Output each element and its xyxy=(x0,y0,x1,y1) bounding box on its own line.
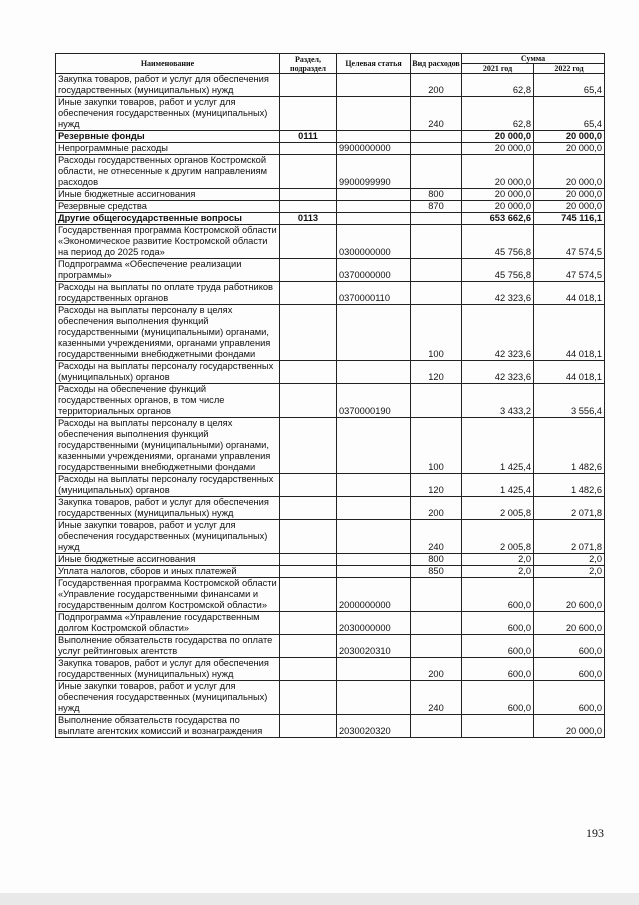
header-year-2021: 2021 год xyxy=(462,64,534,74)
row-expense-type: 200 xyxy=(411,74,462,97)
row-sum-2022: 2,0 xyxy=(534,566,605,578)
row-name: Другие общегосударственные вопросы xyxy=(56,213,280,225)
row-sum-2022: 20 000,0 xyxy=(534,189,605,201)
row-sum-2022: 20 000,0 xyxy=(534,131,605,143)
row-sum-2022: 20 600,0 xyxy=(534,612,605,635)
row-target-article xyxy=(337,131,411,143)
row-sum-2021: 600,0 xyxy=(462,578,534,612)
row-sum-2021: 20 000,0 xyxy=(462,155,534,189)
row-target-article: 9900099990 xyxy=(337,155,411,189)
row-target-article: 9900000000 xyxy=(337,143,411,155)
budget-table xyxy=(55,53,605,738)
row-target-article: 0370000000 xyxy=(337,259,411,282)
row-razdel xyxy=(280,418,337,474)
row-razdel xyxy=(280,225,337,259)
row-expense-type xyxy=(411,213,462,225)
table-row xyxy=(56,658,605,681)
table-row xyxy=(56,155,605,189)
row-expense-type xyxy=(411,715,462,738)
table-row xyxy=(56,213,605,225)
row-name: Подпрограмма «Обеспечение реализации программы» xyxy=(56,259,280,282)
table-row xyxy=(56,225,605,259)
row-razdel xyxy=(280,578,337,612)
row-expense-type xyxy=(411,131,462,143)
table-row xyxy=(56,681,605,715)
row-sum-2021 xyxy=(462,715,534,738)
table-row xyxy=(56,201,605,213)
table-body xyxy=(56,74,605,738)
row-sum-2022: 2 071,8 xyxy=(534,497,605,520)
table-row xyxy=(56,554,605,566)
row-sum-2021: 2 005,8 xyxy=(462,520,534,554)
row-name: Расходы на обеспечение функций государственных органов, в том числе территориальных органов xyxy=(56,384,280,418)
row-expense-type: 850 xyxy=(411,566,462,578)
row-target-article xyxy=(337,97,411,131)
row-expense-type xyxy=(411,635,462,658)
row-expense-type xyxy=(411,384,462,418)
row-sum-2021: 45 756,8 xyxy=(462,259,534,282)
row-target-article xyxy=(337,566,411,578)
row-target-article: 2030020310 xyxy=(337,635,411,658)
row-name: Закупка товаров, работ и услуг для обеспечения государственных (муниципальных) нужд xyxy=(56,497,280,520)
row-expense-type: 200 xyxy=(411,658,462,681)
row-target-article xyxy=(337,681,411,715)
row-razdel xyxy=(280,566,337,578)
row-expense-type xyxy=(411,578,462,612)
table-row xyxy=(56,566,605,578)
row-name: Закупка товаров, работ и услуг для обеспечения государственных (муниципальных) нужд xyxy=(56,658,280,681)
table-row xyxy=(56,143,605,155)
row-expense-type xyxy=(411,259,462,282)
header-sum: Сумма xyxy=(462,54,605,64)
row-name: Расходы на выплаты персоналу в целях обеспечения выполнения функций государственными (муниципальными) органами, казенными учреждениями, органами управления государственными внебюджетными фондами xyxy=(56,305,280,361)
row-expense-type: 200 xyxy=(411,497,462,520)
row-target-article xyxy=(337,305,411,361)
row-target-article xyxy=(337,497,411,520)
table-row xyxy=(56,612,605,635)
row-razdel xyxy=(280,681,337,715)
row-razdel xyxy=(280,658,337,681)
row-sum-2021: 653 662,6 xyxy=(462,213,534,225)
table-row xyxy=(56,282,605,305)
row-name: Государственная программа Костромской области «Управление государственными финансами и государственным долгом Костромской области» xyxy=(56,578,280,612)
row-sum-2022: 745 116,1 xyxy=(534,213,605,225)
row-razdel xyxy=(280,497,337,520)
row-name: Иные бюджетные ассигнования xyxy=(56,554,280,566)
row-razdel xyxy=(280,612,337,635)
row-expense-type: 120 xyxy=(411,361,462,384)
row-sum-2022: 47 574,5 xyxy=(534,259,605,282)
row-target-article: 0370000190 xyxy=(337,384,411,418)
row-target-article: 2030020320 xyxy=(337,715,411,738)
row-target-article xyxy=(337,201,411,213)
row-sum-2021: 600,0 xyxy=(462,612,534,635)
row-expense-type: 240 xyxy=(411,97,462,131)
table-row xyxy=(56,361,605,384)
header-razdel: Раздел, подраздел xyxy=(280,54,337,74)
row-target-article xyxy=(337,361,411,384)
row-sum-2022: 1 482,6 xyxy=(534,474,605,497)
row-name: Выполнение обязательств государства по оплате услуг рейтинговых агентств xyxy=(56,635,280,658)
row-razdel xyxy=(280,474,337,497)
row-expense-type: 800 xyxy=(411,554,462,566)
row-name: Расходы на выплаты персоналу государственных (муниципальных) органов xyxy=(56,474,280,497)
row-razdel xyxy=(280,715,337,738)
table-header xyxy=(56,54,605,74)
row-sum-2022: 20 000,0 xyxy=(534,715,605,738)
row-razdel: 0111 xyxy=(280,131,337,143)
row-expense-type xyxy=(411,612,462,635)
row-sum-2021: 62,8 xyxy=(462,74,534,97)
row-sum-2022: 44 018,1 xyxy=(534,305,605,361)
row-sum-2022: 20 600,0 xyxy=(534,578,605,612)
row-target-article xyxy=(337,520,411,554)
table-row xyxy=(56,97,605,131)
row-name: Иные закупки товаров, работ и услуг для обеспечения государственных (муниципальных) нужд xyxy=(56,97,280,131)
row-expense-type: 120 xyxy=(411,474,462,497)
row-target-article: 2030000000 xyxy=(337,612,411,635)
row-expense-type xyxy=(411,225,462,259)
row-sum-2022: 20 000,0 xyxy=(534,201,605,213)
table-row xyxy=(56,578,605,612)
row-name: Иные бюджетные ассигнования xyxy=(56,189,280,201)
row-sum-2021: 600,0 xyxy=(462,658,534,681)
row-razdel xyxy=(280,635,337,658)
row-target-article xyxy=(337,213,411,225)
table-row xyxy=(56,474,605,497)
row-target-article: 0370000110 xyxy=(337,282,411,305)
table-row xyxy=(56,189,605,201)
row-target-article xyxy=(337,554,411,566)
row-sum-2022: 20 000,0 xyxy=(534,155,605,189)
row-razdel xyxy=(280,305,337,361)
row-razdel xyxy=(280,361,337,384)
scan-bottom-strip xyxy=(0,893,639,905)
row-sum-2021: 2 005,8 xyxy=(462,497,534,520)
header-year-2022: 2022 год xyxy=(534,64,605,74)
row-expense-type: 240 xyxy=(411,681,462,715)
row-expense-type: 100 xyxy=(411,305,462,361)
row-sum-2022: 2 071,8 xyxy=(534,520,605,554)
row-sum-2021: 42 323,6 xyxy=(462,282,534,305)
row-target-article xyxy=(337,658,411,681)
row-sum-2022: 600,0 xyxy=(534,635,605,658)
row-name: Государственная программа Костромской области «Экономическое развитие Костромской области на период до 2025 года» xyxy=(56,225,280,259)
row-name: Непрограммные расходы xyxy=(56,143,280,155)
row-razdel xyxy=(280,520,337,554)
table-row xyxy=(56,131,605,143)
row-sum-2021: 20 000,0 xyxy=(462,201,534,213)
row-sum-2021: 42 323,6 xyxy=(462,361,534,384)
table-row xyxy=(56,418,605,474)
row-name: Уплата налогов, сборов и иных платежей xyxy=(56,566,280,578)
header-expense-type: Вид расходов xyxy=(411,54,462,74)
row-target-article: 2000000000 xyxy=(337,578,411,612)
row-target-article xyxy=(337,474,411,497)
table-row xyxy=(56,520,605,554)
row-razdel xyxy=(280,554,337,566)
row-sum-2022: 44 018,1 xyxy=(534,282,605,305)
row-razdel xyxy=(280,282,337,305)
row-sum-2021: 45 756,8 xyxy=(462,225,534,259)
row-sum-2021: 20 000,0 xyxy=(462,143,534,155)
row-name: Выполнение обязательств государства по выплате агентских комиссий и вознаграждения xyxy=(56,715,280,738)
row-name: Расходы государственных органов Костромской области, не отнесенные к другим направлениям расходов xyxy=(56,155,280,189)
row-sum-2022: 65,4 xyxy=(534,97,605,131)
row-razdel: 0113 xyxy=(280,213,337,225)
row-sum-2021: 1 425,4 xyxy=(462,474,534,497)
row-sum-2022: 44 018,1 xyxy=(534,361,605,384)
row-razdel xyxy=(280,143,337,155)
row-razdel xyxy=(280,384,337,418)
row-sum-2021: 62,8 xyxy=(462,97,534,131)
row-name: Расходы на выплаты персоналу в целях обеспечения выполнения функций государственными (муниципальными) органами, казенными учреждениями, органами управления государственными внебюджетными фондами xyxy=(56,418,280,474)
row-expense-type: 240 xyxy=(411,520,462,554)
row-sum-2021: 20 000,0 xyxy=(462,131,534,143)
row-sum-2022: 3 556,4 xyxy=(534,384,605,418)
table-row xyxy=(56,384,605,418)
page-number: 193 xyxy=(586,826,604,840)
row-sum-2021: 600,0 xyxy=(462,681,534,715)
row-target-article xyxy=(337,189,411,201)
row-sum-2021: 2,0 xyxy=(462,554,534,566)
row-sum-2021: 600,0 xyxy=(462,635,534,658)
row-name: Закупка товаров, работ и услуг для обеспечения государственных (муниципальных) нужд xyxy=(56,74,280,97)
row-sum-2021: 1 425,4 xyxy=(462,418,534,474)
row-name: Иные закупки товаров, работ и услуг для обеспечения государственных (муниципальных) нужд xyxy=(56,520,280,554)
table-row xyxy=(56,305,605,361)
row-razdel xyxy=(280,97,337,131)
row-sum-2021: 2,0 xyxy=(462,566,534,578)
row-name: Иные закупки товаров, работ и услуг для обеспечения государственных (муниципальных) нужд xyxy=(56,681,280,715)
row-razdel xyxy=(280,201,337,213)
row-sum-2022: 65,4 xyxy=(534,74,605,97)
row-sum-2022: 20 000,0 xyxy=(534,143,605,155)
table-row xyxy=(56,259,605,282)
row-sum-2022: 47 574,5 xyxy=(534,225,605,259)
header-name: Наименование xyxy=(56,54,280,74)
row-expense-type xyxy=(411,282,462,305)
row-name: Резервные фонды xyxy=(56,131,280,143)
table-row xyxy=(56,635,605,658)
row-sum-2021: 20 000,0 xyxy=(462,189,534,201)
row-sum-2022: 600,0 xyxy=(534,681,605,715)
row-target-article xyxy=(337,418,411,474)
row-sum-2021: 3 433,2 xyxy=(462,384,534,418)
header-target-article: Целевая статья xyxy=(337,54,411,74)
row-expense-type: 800 xyxy=(411,189,462,201)
row-expense-type xyxy=(411,143,462,155)
table-row xyxy=(56,497,605,520)
table-row xyxy=(56,715,605,738)
row-sum-2021: 42 323,6 xyxy=(462,305,534,361)
table-row xyxy=(56,74,605,97)
row-expense-type xyxy=(411,155,462,189)
row-name: Подпрограмма «Управление государственным долгом Костромской области» xyxy=(56,612,280,635)
row-razdel xyxy=(280,259,337,282)
row-name: Резервные средства xyxy=(56,201,280,213)
row-razdel xyxy=(280,155,337,189)
row-target-article xyxy=(337,74,411,97)
row-razdel xyxy=(280,74,337,97)
row-expense-type: 100 xyxy=(411,418,462,474)
row-name: Расходы на выплаты персоналу государственных (муниципальных) органов xyxy=(56,361,280,384)
row-sum-2022: 1 482,6 xyxy=(534,418,605,474)
row-name: Расходы на выплаты по оплате труда работников государственных органов xyxy=(56,282,280,305)
row-razdel xyxy=(280,189,337,201)
row-target-article: 0300000000 xyxy=(337,225,411,259)
row-sum-2022: 600,0 xyxy=(534,658,605,681)
row-sum-2022: 2,0 xyxy=(534,554,605,566)
row-expense-type: 870 xyxy=(411,201,462,213)
